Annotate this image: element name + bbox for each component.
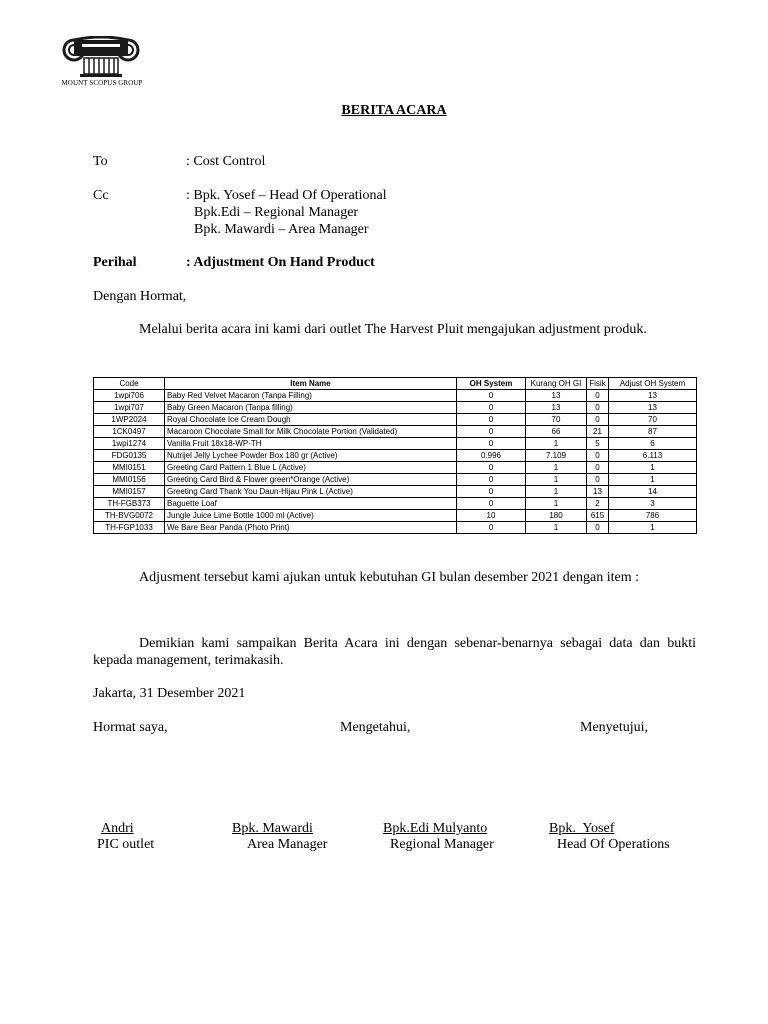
table-body bbox=[94, 390, 697, 534]
cell-item-name: Greeting Card Bird & Flower green*Orange (Active) bbox=[165, 474, 457, 486]
cell-adjust-oh-system: 13 bbox=[609, 390, 697, 402]
cell-item-name: Macaroon Chocolate Small for Milk Chocolate Portion (Validated) bbox=[165, 426, 457, 438]
intro-paragraph bbox=[93, 321, 696, 338]
header-item-name: Item Name bbox=[165, 378, 457, 390]
to-value: : Cost Control bbox=[186, 154, 266, 169]
cc-label: Cc bbox=[93, 188, 109, 203]
cell-adjust-oh-system: 3 bbox=[609, 498, 697, 510]
signatory-role-3: Regional Manager bbox=[390, 837, 494, 852]
cell-code: TH-FGB373 bbox=[94, 498, 165, 510]
perihal-value: : Adjustment On Hand Product bbox=[186, 255, 375, 270]
cell-code: FDG0135 bbox=[94, 450, 165, 462]
cc-line-3: Bpk. Mawardi – Area Manager bbox=[194, 222, 369, 237]
table-row bbox=[94, 450, 697, 462]
cell-fisik: 0 bbox=[587, 390, 609, 402]
cell-item-name: We Bare Bear Panda (Photo Print) bbox=[165, 522, 457, 534]
signatory-name-1: Andri bbox=[101, 821, 134, 836]
document-title: BERITA ACARA bbox=[341, 103, 447, 118]
cell-oh-system: 0 bbox=[457, 462, 526, 474]
cell-code: MMI0151 bbox=[94, 462, 165, 474]
cell-oh-system: 0 bbox=[457, 438, 526, 450]
cell-oh-system: 0.996 bbox=[457, 450, 526, 462]
signatory-name-3: Bpk.Edi Mulyanto bbox=[383, 821, 488, 836]
adjustment-note bbox=[93, 569, 696, 586]
company-logo bbox=[48, 36, 156, 92]
sign-header-mengetahui: Mengetahui, bbox=[340, 720, 411, 735]
cell-fisik: 13 bbox=[587, 486, 609, 498]
signatory-name-2: Bpk. Mawardi bbox=[232, 821, 313, 836]
cell-fisik: 2 bbox=[587, 498, 609, 510]
table-row bbox=[94, 414, 697, 426]
signatory-role-4: Head Of Operations bbox=[557, 837, 670, 852]
cell-kurang-oh-gi: 13 bbox=[526, 402, 587, 414]
cell-oh-system: 0 bbox=[457, 390, 526, 402]
cell-kurang-oh-gi: 7.109 bbox=[526, 450, 587, 462]
cell-kurang-oh-gi: 1 bbox=[526, 474, 587, 486]
cell-adjust-oh-system: 70 bbox=[609, 414, 697, 426]
cell-kurang-oh-gi: 1 bbox=[526, 522, 587, 534]
cell-adjust-oh-system: 87 bbox=[609, 426, 697, 438]
place-date: Jakarta, 31 Desember 2021 bbox=[93, 686, 246, 701]
cell-adjust-oh-system: 6.113 bbox=[609, 450, 697, 462]
signatory-role-1: PIC outlet bbox=[97, 837, 155, 852]
cell-adjust-oh-system: 13 bbox=[609, 402, 697, 414]
cell-code: 1wpi706 bbox=[94, 390, 165, 402]
cell-oh-system: 10 bbox=[457, 510, 526, 522]
cell-fisik: 21 bbox=[587, 426, 609, 438]
table-row bbox=[94, 510, 697, 522]
cell-adjust-oh-system: 786 bbox=[609, 510, 697, 522]
cell-fisik: 0 bbox=[587, 462, 609, 474]
cell-adjust-oh-system: 6 bbox=[609, 438, 697, 450]
cell-fisik: 0 bbox=[587, 450, 609, 462]
cell-item-name: Nutrijel Jelly Lychee Powder Box 180 gr (Active) bbox=[165, 450, 457, 462]
table-row bbox=[94, 462, 697, 474]
cell-item-name: Vanilla Fruit 18x18-WP-TH bbox=[165, 438, 457, 450]
adjustment-note-text: Adjusment tersebut kami ajukan untuk kebutuhan GI bulan desember 2021 dengan item : bbox=[139, 570, 639, 585]
table-row bbox=[94, 474, 697, 486]
table-row bbox=[94, 426, 697, 438]
cell-kurang-oh-gi: 70 bbox=[526, 414, 587, 426]
cell-item-name: Baguette Loaf bbox=[165, 498, 457, 510]
cell-item-name: Baby Green Macaron (Tanpa filling) bbox=[165, 402, 457, 414]
ionic-column-logo-icon bbox=[60, 36, 142, 78]
table-row bbox=[94, 438, 697, 450]
cell-kurang-oh-gi: 13 bbox=[526, 390, 587, 402]
cell-code: MMI0157 bbox=[94, 486, 165, 498]
cell-code: TH-BVG0072 bbox=[94, 510, 165, 522]
cell-kurang-oh-gi: 1 bbox=[526, 438, 587, 450]
intro-text: Melalui berita acara ini kami dari outlet The Harvest Pluit mengajukan adjustment produk. bbox=[139, 322, 647, 337]
cell-code: 1CK0497 bbox=[94, 426, 165, 438]
cell-fisik: 5 bbox=[587, 438, 609, 450]
cell-item-name: Greeting Card Thank You Daun-Hijau Pink L (Active) bbox=[165, 486, 457, 498]
header-oh-system: OH System bbox=[457, 378, 526, 390]
table-row bbox=[94, 498, 697, 510]
cell-kurang-oh-gi: 1 bbox=[526, 486, 587, 498]
cell-code: TH-FGP1033 bbox=[94, 522, 165, 534]
cell-kurang-oh-gi: 1 bbox=[526, 498, 587, 510]
cell-adjust-oh-system: 1 bbox=[609, 474, 697, 486]
table-row bbox=[94, 486, 697, 498]
signatory-name-4: Bpk. Yosef bbox=[549, 821, 615, 836]
cell-kurang-oh-gi: 180 bbox=[526, 510, 587, 522]
cell-code: MMI0156 bbox=[94, 474, 165, 486]
logo-caption: MOUNT SCOPUS GROUP bbox=[61, 79, 143, 87]
sign-header-menyetujui: Menyetujui, bbox=[580, 720, 649, 735]
cell-fisik: 0 bbox=[587, 474, 609, 486]
cell-oh-system: 0 bbox=[457, 414, 526, 426]
table-row bbox=[94, 402, 697, 414]
cell-item-name: Jungle Juice Lime Bottle 1000 ml (Active) bbox=[165, 510, 457, 522]
cc-line-1: : Bpk. Yosef – Head Of Operational bbox=[186, 188, 387, 203]
cell-item-name: Royal Chocolate Ice Cream Dough bbox=[165, 414, 457, 426]
header-fisik: Fisik bbox=[587, 378, 609, 390]
perihal-label: Perihal bbox=[93, 255, 137, 270]
cell-oh-system: 0 bbox=[457, 426, 526, 438]
cell-adjust-oh-system: 14 bbox=[609, 486, 697, 498]
table-row bbox=[94, 390, 697, 402]
header-code: Code bbox=[94, 378, 165, 390]
to-label: To bbox=[93, 154, 108, 169]
greeting: Dengan Hormat, bbox=[93, 289, 187, 304]
sign-header-hormat: Hormat saya, bbox=[93, 720, 168, 735]
cell-oh-system: 0 bbox=[457, 522, 526, 534]
cell-fisik: 615 bbox=[587, 510, 609, 522]
adjustment-table bbox=[93, 377, 697, 534]
closing-text: Demikian kami sampaikan Berita Acara ini dengan sebenar-benarnya sebagai data dan bukti kepada management, terimakasih. bbox=[93, 636, 696, 668]
cell-fisik: 0 bbox=[587, 402, 609, 414]
cell-oh-system: 0 bbox=[457, 498, 526, 510]
cc-line-2: Bpk.Edi – Regional Manager bbox=[194, 205, 359, 220]
cell-fisik: 0 bbox=[587, 522, 609, 534]
header-adjust-oh-system: Adjust OH System bbox=[609, 378, 697, 390]
signatory-role-2: Area Manager bbox=[247, 837, 328, 852]
cell-oh-system: 0 bbox=[457, 402, 526, 414]
cell-kurang-oh-gi: 1 bbox=[526, 462, 587, 474]
cell-kurang-oh-gi: 66 bbox=[526, 426, 587, 438]
table-header-row bbox=[94, 378, 697, 390]
header-kurang-oh-gi: Kurang OH GI bbox=[526, 378, 587, 390]
cell-adjust-oh-system: 1 bbox=[609, 522, 697, 534]
cell-oh-system: 0 bbox=[457, 474, 526, 486]
cell-fisik: 0 bbox=[587, 414, 609, 426]
cell-code: 1wpi1274 bbox=[94, 438, 165, 450]
cell-item-name: Baby Red Velvet Macaron (Tanpa Filling) bbox=[165, 390, 457, 402]
cell-code: 1WP2024 bbox=[94, 414, 165, 426]
cell-code: 1wpi707 bbox=[94, 402, 165, 414]
cell-item-name: Greeting Card Pattern 1 Blue L (Active) bbox=[165, 462, 457, 474]
closing-paragraph bbox=[93, 635, 696, 669]
cell-oh-system: 0 bbox=[457, 486, 526, 498]
cell-adjust-oh-system: 1 bbox=[609, 462, 697, 474]
table-row bbox=[94, 522, 697, 534]
